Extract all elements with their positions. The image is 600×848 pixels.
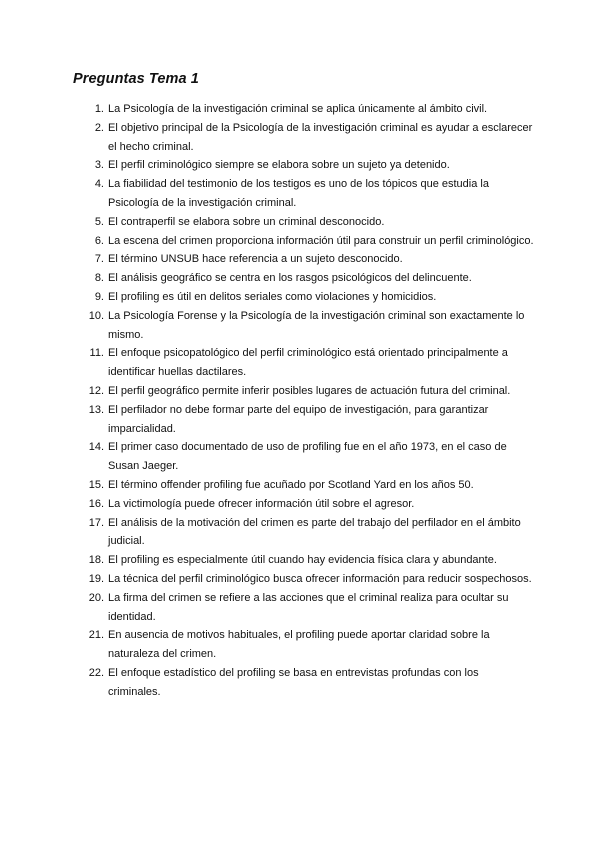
question-text: El perfilador no debe formar parte del equipo de investigación, para garantizar imparcialidad. bbox=[108, 403, 489, 435]
question-number: 17. bbox=[88, 516, 104, 529]
question-text: En ausencia de motivos habituales, el profiling puede aportar claridad sobre la naturaleza del crimen. bbox=[108, 629, 490, 661]
list-item bbox=[84, 401, 534, 439]
question-number: 3. bbox=[94, 159, 104, 172]
question-number: 9. bbox=[94, 290, 104, 303]
list-item bbox=[84, 344, 534, 382]
question-text: La victimología puede ofrecer información útil sobre el agresor. bbox=[108, 497, 415, 510]
list-item bbox=[84, 288, 534, 307]
question-number: 11. bbox=[89, 347, 104, 360]
question-number: 13. bbox=[88, 403, 104, 416]
question-number: 2. bbox=[94, 121, 104, 134]
list-item bbox=[84, 382, 534, 401]
question-text: El análisis de la motivación del crimen es parte del trabajo del perfilador en el ámbito judicial. bbox=[108, 516, 521, 548]
question-text: La técnica del perfil criminológico busca ofrecer información para reducir sospechosos. bbox=[108, 572, 532, 585]
question-text: El contraperfil se elabora sobre un criminal desconocido. bbox=[108, 215, 385, 228]
list-item bbox=[84, 307, 534, 345]
question-number: 20. bbox=[88, 591, 104, 604]
list-item bbox=[84, 156, 534, 175]
question-number: 21. bbox=[88, 629, 104, 642]
question-text: La firma del crimen se refiere a las acciones que el criminal realiza para ocultar su identidad. bbox=[108, 591, 509, 623]
question-number: 1. bbox=[94, 103, 104, 115]
question-number: 22. bbox=[88, 666, 104, 679]
list-item bbox=[84, 495, 534, 514]
question-number: 8. bbox=[94, 272, 104, 285]
question-number: 6. bbox=[94, 234, 104, 247]
question-number: 5. bbox=[94, 215, 104, 228]
question-text: El perfil criminológico siempre se elabora sobre un sujeto ya detenido. bbox=[108, 159, 450, 172]
question-text: El objetivo principal de la Psicología de la investigación criminal es ayudar a esclarecer el hecho criminal. bbox=[108, 121, 533, 153]
question-text: La fiabilidad del testimonio de los testigos es uno de los tópicos que estudia la Psicología de la investigación criminal. bbox=[108, 178, 489, 209]
question-number: 19. bbox=[88, 572, 104, 585]
list-item bbox=[84, 100, 534, 119]
list-item bbox=[84, 664, 534, 702]
question-number: 7. bbox=[94, 253, 104, 266]
question-number: 15. bbox=[88, 478, 104, 491]
list-item bbox=[84, 626, 534, 664]
list-item bbox=[84, 232, 534, 251]
list-item bbox=[84, 213, 534, 232]
question-text: El perfil geográfico permite inferir posibles lugares de actuación futura del criminal. bbox=[108, 384, 511, 397]
list-item bbox=[84, 551, 534, 570]
list-item bbox=[84, 589, 534, 627]
question-text: El profiling es especialmente útil cuando hay evidencia física clara y abundante. bbox=[108, 554, 497, 567]
list-item bbox=[84, 175, 534, 213]
question-text: El profiling es útil en delitos seriales como violaciones y homicidios. bbox=[108, 290, 437, 303]
list-item bbox=[84, 438, 534, 476]
question-text: La Psicología Forense y la Psicología de la investigación criminal son exactamente lo mismo. bbox=[108, 309, 525, 341]
question-text: La Psicología de la investigación criminal se aplica únicamente al ámbito civil. bbox=[108, 103, 488, 115]
list-item bbox=[84, 476, 534, 495]
question-list bbox=[84, 100, 534, 702]
list-item bbox=[84, 119, 534, 157]
question-text: El análisis geográfico se centra en los rasgos psicológicos del delincuente. bbox=[108, 272, 472, 285]
question-text: El término UNSUB hace referencia a un sujeto desconocido. bbox=[108, 253, 403, 266]
question-text: El término offender profiling fue acuñado por Scotland Yard en los años 50. bbox=[108, 478, 474, 491]
question-text: El enfoque psicopatológico del perfil criminológico está orientado principalmente a identificar huellas dactilares. bbox=[108, 347, 508, 379]
page-title: Preguntas Tema 1 bbox=[73, 71, 199, 87]
question-number: 4. bbox=[94, 178, 104, 191]
question-number: 16. bbox=[88, 497, 104, 510]
question-number: 14. bbox=[88, 441, 104, 454]
question-text: El primer caso documentado de uso de profiling fue en el año 1973, en el caso de Susan Jaeger. bbox=[108, 441, 507, 473]
list-item bbox=[84, 570, 534, 589]
question-text: El enfoque estadístico del profiling se basa en entrevistas profundas con los criminales. bbox=[108, 666, 479, 698]
question-text: La escena del crimen proporciona información útil para construir un perfil criminológico. bbox=[108, 234, 534, 247]
list-item bbox=[84, 250, 534, 269]
list-item bbox=[84, 269, 534, 288]
question-number: 10. bbox=[88, 309, 104, 322]
question-number: 12. bbox=[88, 384, 104, 397]
list-item bbox=[84, 514, 534, 552]
question-number: 18. bbox=[88, 554, 104, 567]
